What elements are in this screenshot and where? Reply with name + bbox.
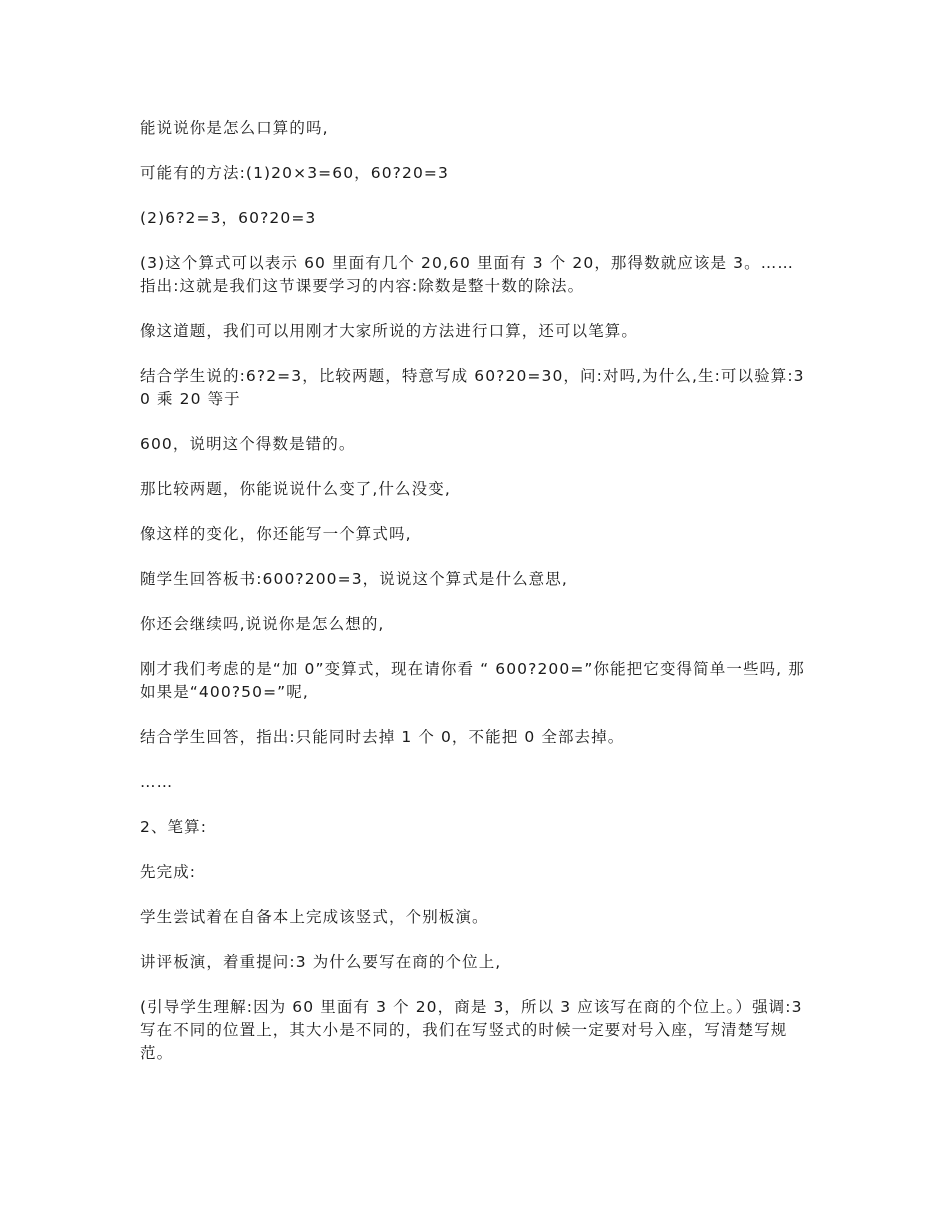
- paragraph-4: (3)这个算式可以表示 60 里面有几个 20,60 里面有 3 个 20，那得数就应该是 3。…… 指出:这就是我们这节课要学习的内容:除数是整十数的除法。: [140, 254, 794, 295]
- paragraph-6: 结合学生说的:6?2=3，比较两题，特意写成 60?20=30，问:对吗,为什么,生:可以验算:30 乘 20 等于: [140, 367, 805, 408]
- document-body: [140, 117, 810, 1087]
- paragraph-5: 像这道题，我们可以用刚才大家所说的方法进行口算，还可以笔算。: [140, 322, 639, 340]
- paragraph-18: 讲评板演，着重提问:3 为什么要写在商的个位上,: [140, 953, 502, 971]
- paragraph-8: 那比较两题，你能说说什么变了,什么没变,: [140, 480, 451, 498]
- paragraph-15: 2、笔算:: [140, 818, 208, 836]
- paragraph-7: 600，说明这个得数是错的。: [140, 435, 356, 453]
- paragraph-1: 能说说你是怎么口算的吗,: [140, 119, 329, 137]
- paragraph-12: 刚才我们考虑的是“加 0”变算式，现在请你看 “ 600?200=”你能把它变得简单一些吗, 那如果是“400?50=”呢,: [140, 660, 805, 701]
- paragraph-19: (引导学生理解:因为 60 里面有 3 个 20，商是 3，所以 3 应该写在商的个位上。）强调:3 写在不同的位置上，其大小是不同的，我们在写竖式的时候一定要对号入座，写清楚写规范。: [140, 998, 803, 1062]
- paragraph-9: 像这样的变化，你还能写一个算式吗,: [140, 525, 412, 543]
- paragraph-3: (2)6?2=3，60?20=3: [140, 209, 317, 227]
- paragraph-17: 学生尝试着在自备本上完成该竖式，个别板演。: [140, 908, 489, 926]
- paragraph-10: 随学生回答板书:600?200=3，说说这个算式是什么意思,: [140, 570, 568, 588]
- paragraph-13: 结合学生回答，指出:只能同时去掉 1 个 0，不能把 0 全部去掉。: [140, 728, 625, 746]
- paragraph-2: 可能有的方法:(1)20×3=60，60?20=3: [140, 164, 449, 182]
- paragraph-14: ……: [140, 773, 174, 791]
- paragraph-11: 你还会继续吗,说说你是怎么想的,: [140, 615, 385, 633]
- paragraph-16: 先完成:: [140, 863, 197, 881]
